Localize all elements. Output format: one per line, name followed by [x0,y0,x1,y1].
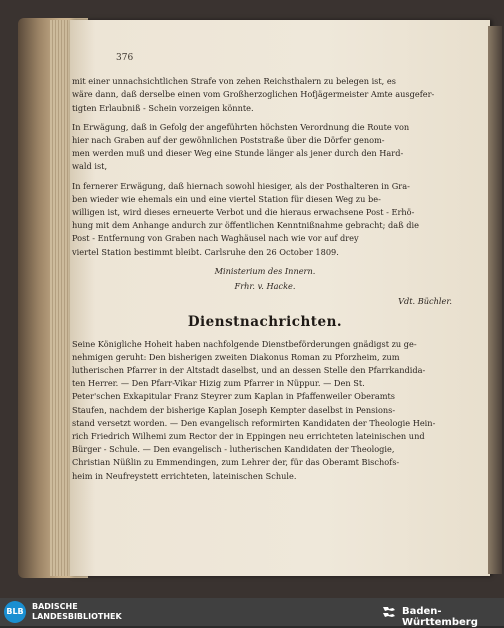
text-line: hier nach Graben auf der gewöhnlichen Poststraße über die Dörfer genom- [72,135,385,146]
text-line: Peter'schen Exkapitular Franz Steyrer zum Kaplan in Pfaffenweiler Oberamts [72,391,395,402]
library-name-line1: BADISCHE [32,602,78,611]
text-line: Seine Königliche Hoheit haben nachfolgende Dienstbeförderungen gnädigst zu ge- [72,338,417,349]
text-line: tigten Erlaubniß - Schein vorzeigen könnte. [72,102,254,113]
signer-line: Frhr. v. Hacke. [234,281,296,292]
vdt-line: Vdt. Büchler. [398,296,452,307]
text-line: men werden muß und dieser Weg eine Stunde länger als jener durch den Hard- [72,148,404,159]
library-name-line2: LANDESBIBLIOTHEK [32,612,122,621]
text-line: heim in Neufreystett errichteten, lateinischen Schule. [72,470,297,481]
text-line: hung mit dem Anhange andurch zur öffentlichen Kenntnißnahme gebracht; daß die [72,220,419,231]
text-line: Christian Nüßlin zu Emmendingen, zum Lehrer der, für das Oberamt Bischofs- [72,457,400,468]
blb-logo[interactable]: BLB [4,601,26,623]
paragraph-3 [72,180,458,259]
text-line: ten Herrer. — Den Pfarr-Vikar Hizig zum Pfarrer in Nüppur. — Den St. [72,378,365,389]
text-line: Post - Entfernung von Graben nach Waghäusel nach wie vor auf drey [72,233,359,244]
paragraph-4 [72,338,458,483]
text-line: stand versetzt worden. — Den evangelisch reformirten Kandidaten der Theologie Hein- [72,417,436,428]
section-heading: Dienstnachrichten. [187,314,343,331]
page-gutter [488,26,502,574]
text-line: ben wieder wie ehemals ein und eine viertel Station für diesen Weg zu be- [72,193,381,204]
lions-crest-icon [380,603,398,621]
page-number: 376 [116,53,134,63]
text-line: In fernerer Erwägung, daß hiernach sowohl hiesiger, als der Posthalteren in Gra- [72,180,410,191]
text-line: rich Friedrich Wilhemi zum Rector der in Eppingen neu errichteten lateinischen und [72,431,425,442]
text-line: nehmigen geruht: Den bisherigen zweiten Diakonus Roman zu Pforzheim, zum [72,351,400,362]
text-line: mit einer unnachsichtlichen Strafe von zehen Reichsthalern zu belegen ist, es [72,76,396,87]
library-name[interactable] [32,602,122,622]
text-line: lutherischen Pfarrer in der Altstadt daselbst, und an dessen Stelle den Pfarrkandida- [72,365,426,376]
text-line: In Erwägung, daß in Gefolg der angeführten höchsten Verordnung die Route von [72,121,410,132]
text-line: wald ist, [72,161,108,172]
paragraph-2 [72,121,458,174]
state-name[interactable]: Baden-Württemberg [402,606,478,628]
paragraph-1 [72,75,458,115]
page-content [72,52,458,489]
ministry-line: Ministerium des Innern. [214,265,316,276]
text-line: Bürger - Schule. — Den evangelisch - lutherischen Kandidaten der Theologie, [72,444,395,455]
text-line: willigen ist, wird dieses erneuerte Verbot und die hieraus erwachsene Post - Erhö- [72,207,415,218]
text-line: Staufen, nachdem der bisherige Kaplan Joseph Kempter daselbst in Pensions- [72,404,396,415]
text-line: viertel Station bestimmt bleibt. Carlsruhe den 26 October 1809. [72,246,339,257]
text-line: wäre dann, daß derselbe einen vom Großherzoglichen Hofjägermeister Amte ausgefer- [72,89,435,100]
